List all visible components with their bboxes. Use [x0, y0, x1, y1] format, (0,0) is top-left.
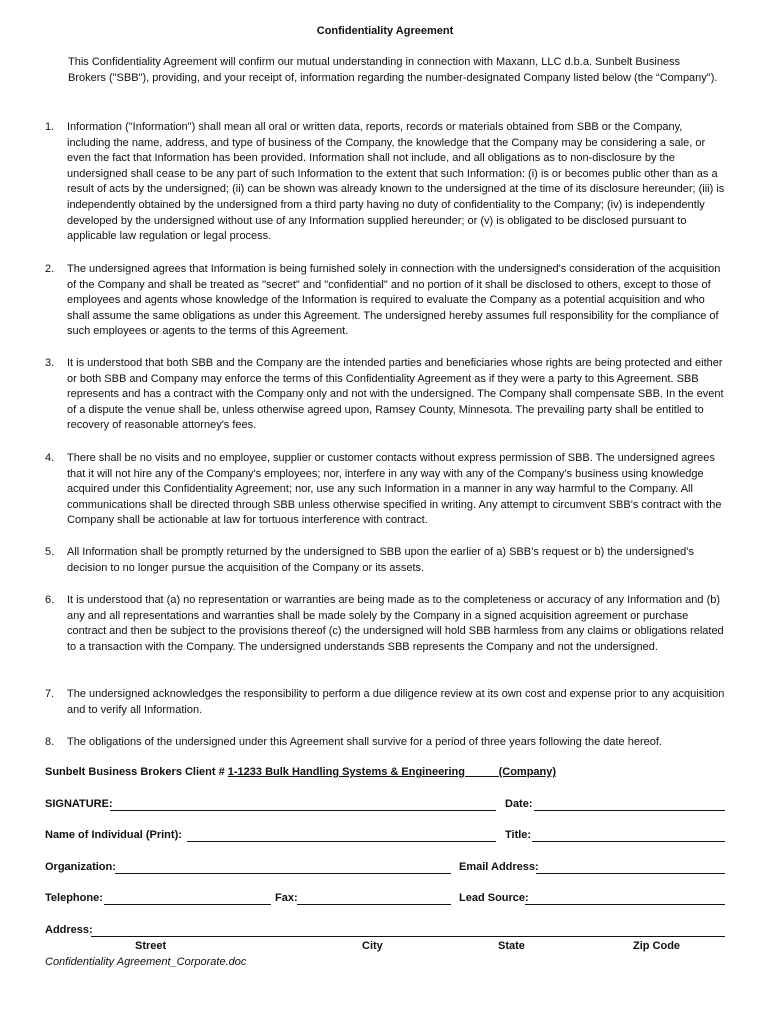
email-label: Email Address: [459, 861, 539, 873]
clause-number: 1. [45, 121, 55, 133]
clause-3 [45, 356, 725, 434]
address-city-label: City [362, 940, 383, 952]
clause-number: 3. [45, 357, 55, 369]
clause-number: 6. [45, 594, 55, 606]
address-label: Address: [45, 924, 93, 936]
address-street-label: Street [135, 940, 167, 952]
organization-label: Organization: [45, 861, 116, 873]
fax-field[interactable] [297, 904, 451, 905]
clause-number: 4. [45, 452, 55, 464]
title-label: Title: [505, 829, 532, 841]
address-zip-label: Zip Code [633, 940, 681, 952]
clause-text: It is understood that both SBB and the Company are the intended parties and beneficiaries whose rights are being protected and either or both SBB and Company may enforce the terms of this Confidentiality Agreement as if they were a party to this Agreement. SBB represents and has a contract with the Company only and not with the undersigned. The Company shall compensate SBB. In the event of a dispute the venue shall be, unless otherwise agreed upon, Ramsey County, Minnesota. The prevailing party shall be entitled to recovery of reasonable attorney's fees. [67, 357, 724, 432]
lead-source-field[interactable] [525, 904, 725, 905]
document-filename-footer: Confidentiality Agreement_Corporate.doc [45, 956, 247, 968]
client-number[interactable]: 1-1233 Bulk Handling Systems & Engineering (Company) [227, 766, 557, 778]
name-field[interactable] [187, 841, 496, 842]
clause-text: The undersigned agrees that Information is being furnished solely in connection with the undersigned's consideration of the acquisition of the Company and shall be treated as "secret" and "confidential" and no portion of it shall be disclosed to others, except to those of employees and agents whose knowledge of the Information is required to evaluate the Company as a potential acquisition and who shall assume the same obligations as under this Agreement. The undersigned hereby assumes full responsibility for the compliance of such employees or agents to the terms of this Agreement. [67, 263, 721, 338]
client-line [45, 766, 556, 778]
clause-text: All Information shall be promptly returned by the undersigned to SBB upon the earlier of a) SBB’s request or b) the undersigned’s decision to no longer pursue the acquisition of the Company or its assets. [67, 546, 694, 574]
clause-number: 2. [45, 263, 55, 275]
clause-text: Information ("Information") shall mean all oral or written data, reports, records or materials obtained from SBB or the Company, including the name, address, and type of business of the Company, the knowledge that the Company may be considering a sale, or even the fact that Information has been provided. Information shall not include, and all obligations as to non-disclosure by the undersigned shall cease to be any part of such Information to the extent that such Information: (i) is or becomes public other than as a result of acts by the undersigned; (ii) can be shown was already known to the undersigned at the time of its disclosure hereunder; (iii) is independently obtained by the undersigned from a third party having no duty of confidentiality to the Company; (iv) is independently developed by the undersigned without use of any Information supplied hereunder; or (v) is obligated to be disclosed pursuant to applicable law regulation or legal process. [67, 121, 725, 243]
clause-2 [45, 262, 725, 340]
lead-source-label: Lead Source: [459, 892, 529, 904]
clause-8 [45, 735, 725, 751]
client-label: Sunbelt Business Brokers Client # [45, 766, 225, 778]
signature-field[interactable] [110, 810, 496, 811]
clause-text: It is understood that (a) no representation or warranties are being made as to the completeness or accuracy of any Information and (b) any and all representations and warranties shall be made solely by the Company in a signed acquisition agreement or purchase contract and then be subject to the provisions thereof (c) the undersigned will hold SBB harmless from any claims or obligations related to a transaction with the Company. The undersigned understands SBB represents the Company and not the undersigned. [67, 594, 724, 653]
clause-text: There shall be no visits and no employee, supplier or customer contacts without express permission of SBB. The undersigned agrees that it will not hire any of the Company's employees; nor, interfere in any way with any of the Company’s business using knowledge acquired under this Confidentiality Agreement; nor, use any such Information in a manner in any way harmful to the Company. All communications shall be directed through SBB unless otherwise specified in writing. Any attempt to circumvent SBB's contract with the Company shall be actionable at law for tortuous interference with contract. [67, 452, 722, 527]
clause-text: The obligations of the undersigned under this Agreement shall survive for a period of three years following the date hereof. [67, 736, 662, 748]
date-label: Date: [505, 798, 533, 810]
clause-number: 7. [45, 688, 55, 700]
intro-paragraph: This Confidentiality Agreement will confirm our mutual understanding in connection with Maxann, LLC d.b.a. Sunbelt Business Brokers ("SBB"), providing, and your receipt of, information regarding the number-designated Company listed below (the “Company"). [68, 56, 718, 84]
signature-label: SIGNATURE: [45, 798, 113, 810]
clause-5 [45, 545, 725, 576]
clause-4 [45, 451, 725, 529]
clause-number: 8. [45, 736, 55, 748]
clause-7 [45, 687, 725, 718]
clause-1 [45, 120, 725, 245]
title-field[interactable] [532, 841, 725, 842]
email-field[interactable] [536, 873, 725, 874]
name-label: Name of Individual (Print): [45, 829, 182, 841]
telephone-field[interactable] [104, 904, 271, 905]
organization-field[interactable] [115, 873, 451, 874]
client-company-suffix: (Company) [498, 766, 557, 778]
telephone-label: Telephone: [45, 892, 103, 904]
clause-number: 5. [45, 546, 55, 558]
date-field[interactable] [534, 810, 725, 811]
address-field[interactable] [91, 936, 725, 937]
fax-label: Fax: [275, 892, 298, 904]
clause-6 [45, 593, 725, 655]
address-state-label: State [498, 940, 525, 952]
document-title: Confidentiality Agreement [316, 25, 454, 37]
clause-text: The undersigned acknowledges the responsibility to perform a due diligence review at its own cost and expense prior to any acquisition and to verify all Information. [67, 688, 725, 716]
